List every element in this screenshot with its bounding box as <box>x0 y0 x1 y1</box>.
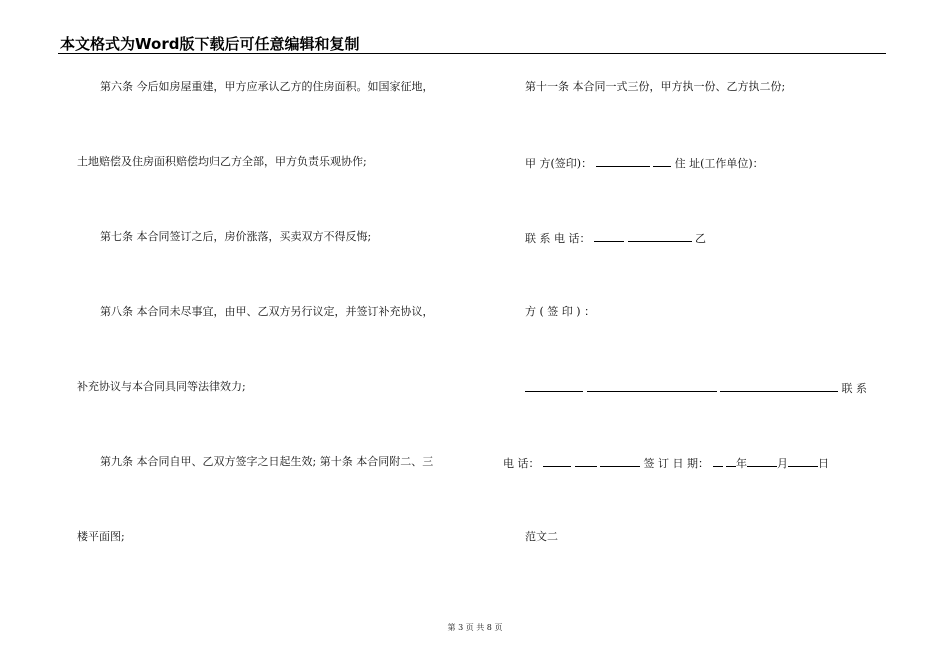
left-paragraph-line: 第七条 本合同签订之后，房价涨落，买卖双方不得反悔; <box>100 230 372 243</box>
party-b-sign-label: 方 ( 签 印 ) ： <box>525 305 596 318</box>
phone-blank <box>543 455 571 467</box>
phone-label: 电 话： <box>503 457 540 470</box>
left-paragraph-line: 第九条 本合同自甲、乙双方签字之日起生效; 第十条 本合同附二、三 <box>100 455 434 468</box>
month-blank <box>747 455 777 467</box>
left-paragraph-line: 第六条 今后如房屋重建，甲方应承认乙方的住房面积。如国家征地， <box>100 80 434 93</box>
phone-blank <box>575 455 597 467</box>
signature-party-a-line <box>525 155 764 171</box>
contact-label-start: 联 系 <box>841 382 867 395</box>
left-paragraph-line: 补充协议与本合同具同等法律效力; <box>77 380 246 393</box>
contact-phone-label: 联 系 电 话： <box>525 232 591 245</box>
page-number: 第 3 页 共 8 页 <box>447 623 503 632</box>
party-b-prefix: 乙 <box>695 232 706 245</box>
left-paragraph-line: 楼平面图; <box>77 530 125 543</box>
phone-blank <box>600 455 640 467</box>
sample-two-heading: 范文二 <box>525 530 558 543</box>
header-divider <box>58 53 886 54</box>
day-blank <box>788 455 818 467</box>
party-a-address-label: 住 址(工作单位)： <box>674 157 764 170</box>
month-label: 月 <box>777 457 788 470</box>
phone-blank <box>628 230 692 242</box>
year-label: 年 <box>736 457 747 470</box>
right-paragraph-line: 第十一条 本合同一式三份，甲方执一份、乙方执二份; <box>525 80 786 93</box>
sign-date-label: 签 订 日 期： <box>643 457 709 470</box>
phone-blank <box>594 230 624 242</box>
party-b-blank <box>720 380 838 392</box>
party-b-blank-line <box>525 380 867 396</box>
contact-phone-line <box>525 230 706 246</box>
document-header-title: 本文格式为Word版下载后可任意编辑和复制 <box>60 35 360 53</box>
party-a-label: 甲 方(签印)： <box>525 157 593 170</box>
year-blank <box>726 455 736 467</box>
party-b-blank <box>525 380 583 392</box>
left-paragraph-line: 第八条 本合同未尽事宜，由甲、乙双方另行议定，并签订补充协议， <box>100 305 434 318</box>
left-paragraph-line: 土地赔偿及住房面积赔偿均归乙方全部，甲方负责乐观协作; <box>77 155 367 168</box>
party-b-blank <box>587 380 717 392</box>
day-label: 日 <box>818 457 829 470</box>
party-a-signature-blank <box>596 155 650 167</box>
party-a-signature-blank <box>653 155 671 167</box>
phone-date-line <box>503 455 829 471</box>
year-blank <box>713 455 723 467</box>
